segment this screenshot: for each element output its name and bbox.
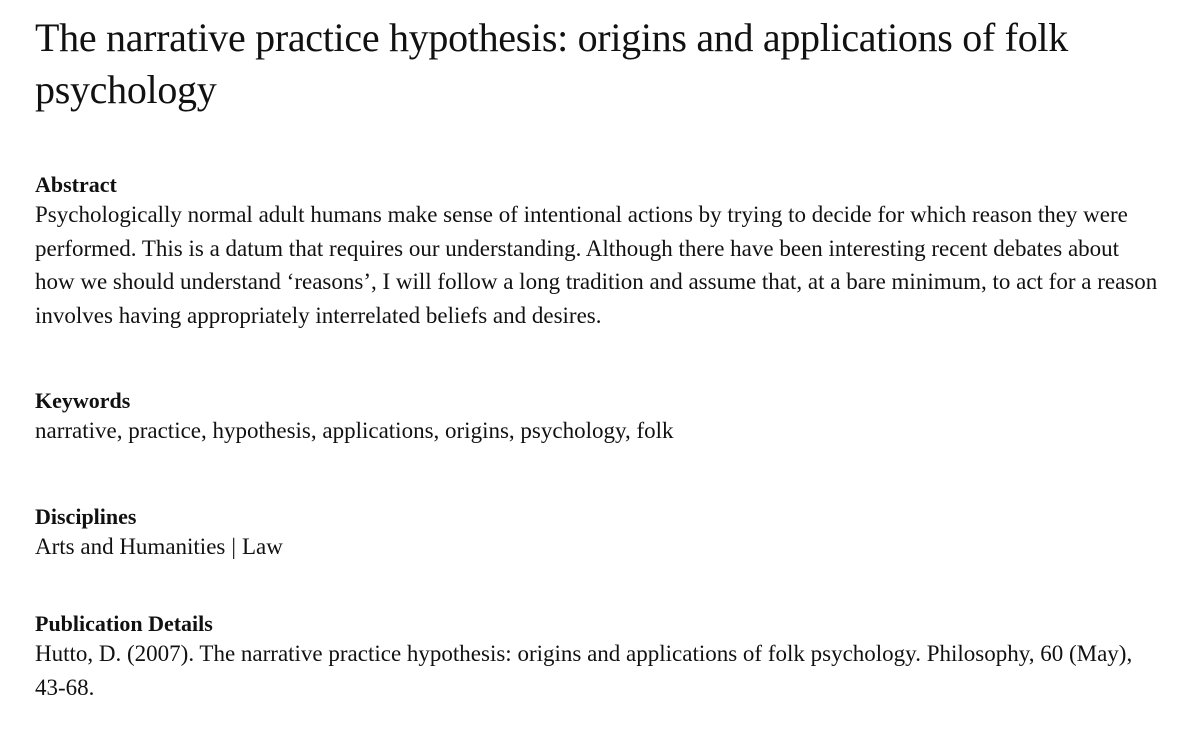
abstract-section — [35, 172, 1160, 332]
publication-citation: Hutto, D. (2007). The narrative practice hypothesis: origins and applications of folk psychology. Philosophy, 60 (May), 43-68. — [35, 641, 1133, 700]
disciplines-heading: Disciplines — [35, 503, 137, 529]
abstract-heading: Abstract — [35, 172, 117, 197]
discipline-item: Arts and Humanities — [35, 533, 226, 559]
discipline-item: Law — [241, 533, 283, 559]
publication-section — [35, 611, 1160, 704]
discipline-separator: | — [231, 533, 236, 559]
document-title: The narrative practice hypothesis: origins and applications of folk psychology — [35, 15, 1068, 112]
abstract-text: Psychologically normal adult humans make sense of intentional actions by trying to decide for which reason they were performed. This is a datum that requires our understanding. Although there have been interesting recent debates about how we should understand ‘reasons’, I will follow a long tradition and assume that, at a bare minimum, to act for a reason involves having appropriately interrelated beliefs and desires. — [35, 202, 1158, 328]
keywords-text: narrative, practice, hypothesis, applications, origins, psychology, folk — [35, 418, 674, 443]
disciplines-list — [35, 530, 1160, 564]
publication-heading: Publication Details — [35, 611, 213, 636]
keywords-heading: Keywords — [35, 388, 131, 413]
keywords-section — [35, 388, 1160, 448]
disciplines-section — [35, 504, 1160, 564]
